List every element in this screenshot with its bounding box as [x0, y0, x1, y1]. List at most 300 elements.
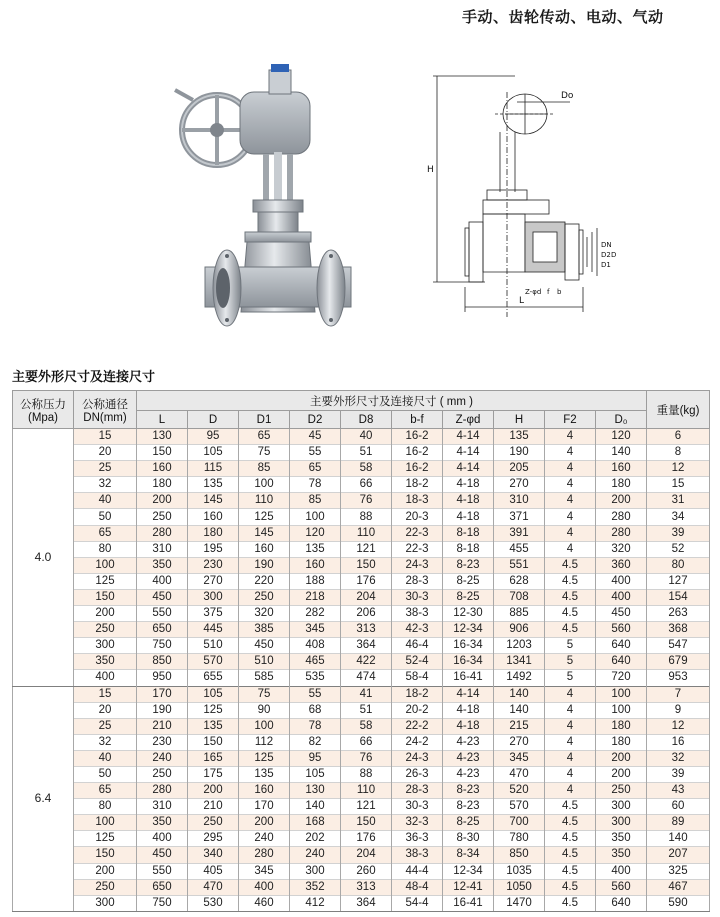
table-cell: 112 — [239, 734, 290, 750]
table-cell: 42-3 — [392, 622, 443, 638]
table-cell: 780 — [494, 831, 545, 847]
table-cell: 280 — [596, 525, 647, 541]
dn-cell: 80 — [74, 541, 137, 557]
table-cell: 570 — [494, 799, 545, 815]
table-cell: 422 — [341, 654, 392, 670]
table-cell: 8-25 — [443, 573, 494, 589]
dn-cell: 80 — [74, 799, 137, 815]
col-d: D — [188, 411, 239, 429]
table-cell: 85 — [290, 493, 341, 509]
dn-cell: 65 — [74, 783, 137, 799]
dn-cell: 125 — [74, 573, 137, 589]
table-cell: 4.5 — [545, 895, 596, 911]
table-cell: 4 — [545, 734, 596, 750]
table-cell: 885 — [494, 606, 545, 622]
table-cell: 18-3 — [392, 493, 443, 509]
table-cell: 708 — [494, 589, 545, 605]
table-cell: 110 — [341, 525, 392, 541]
table-cell: 6 — [647, 429, 710, 445]
table-cell: 54-4 — [392, 895, 443, 911]
table-cell: 127 — [647, 573, 710, 589]
table-cell: 364 — [341, 895, 392, 911]
table-cell: 218 — [290, 589, 341, 605]
table-cell: 210 — [137, 718, 188, 734]
table-cell: 450 — [596, 606, 647, 622]
table-cell: 8-18 — [443, 541, 494, 557]
table-cell: 295 — [188, 831, 239, 847]
table-row — [13, 445, 710, 461]
table-cell: 26-3 — [392, 766, 443, 782]
table-cell: 82 — [290, 734, 341, 750]
table-cell: 150 — [341, 815, 392, 831]
label-b: b — [557, 288, 562, 296]
table-row — [13, 622, 710, 638]
table-cell: 4.5 — [545, 557, 596, 573]
col-l: L — [137, 411, 188, 429]
table-cell: 38-3 — [392, 606, 443, 622]
table-cell: 310 — [137, 799, 188, 815]
table-row — [13, 686, 710, 702]
table-cell: 585 — [239, 670, 290, 686]
table-cell: 39 — [647, 766, 710, 782]
table-cell: 470 — [494, 766, 545, 782]
table-cell: 679 — [647, 654, 710, 670]
table-cell: 510 — [188, 638, 239, 654]
pressure-cell: 6.4 — [13, 686, 74, 911]
dn-cell: 150 — [74, 589, 137, 605]
table-cell: 250 — [137, 766, 188, 782]
table-cell: 120 — [596, 429, 647, 445]
header-dn: 公称通径DN(mm) — [74, 391, 137, 429]
table-cell: 55 — [290, 686, 341, 702]
table-cell: 510 — [239, 654, 290, 670]
table-cell: 140 — [596, 445, 647, 461]
table-cell: 31 — [647, 493, 710, 509]
table-cell: 4 — [545, 783, 596, 799]
table-cell: 200 — [239, 815, 290, 831]
table-cell: 115 — [188, 461, 239, 477]
table-cell: 310 — [494, 493, 545, 509]
dimension-drawing — [425, 72, 625, 327]
table-cell: 176 — [341, 831, 392, 847]
table-row — [13, 702, 710, 718]
dn-cell: 15 — [74, 429, 137, 445]
table-cell: 168 — [290, 815, 341, 831]
table-cell: 51 — [341, 445, 392, 461]
table-row — [13, 831, 710, 847]
table-cell: 850 — [137, 654, 188, 670]
table-cell: 188 — [290, 573, 341, 589]
table-cell: 160 — [239, 541, 290, 557]
table-cell: 547 — [647, 638, 710, 654]
table-cell: 100 — [239, 718, 290, 734]
table-cell: 202 — [290, 831, 341, 847]
table-cell: 205 — [494, 461, 545, 477]
dn-cell: 25 — [74, 718, 137, 734]
table-cell: 34 — [647, 509, 710, 525]
table-cell: 40 — [341, 429, 392, 445]
table-cell: 68 — [290, 702, 341, 718]
table-cell: 110 — [341, 783, 392, 799]
table-cell: 250 — [239, 589, 290, 605]
table-cell: 450 — [137, 847, 188, 863]
table-cell: 160 — [239, 783, 290, 799]
col-d1: D1 — [239, 411, 290, 429]
table-cell: 4.5 — [545, 589, 596, 605]
dn-cell: 250 — [74, 622, 137, 638]
table-cell: 4.5 — [545, 879, 596, 895]
table-cell: 45 — [290, 429, 341, 445]
table-cell: 400 — [596, 589, 647, 605]
table-cell: 36-3 — [392, 831, 443, 847]
table-cell: 400 — [137, 573, 188, 589]
label-zd: Z-φd — [525, 288, 542, 296]
table-cell: 170 — [137, 686, 188, 702]
table-cell: 4 — [545, 477, 596, 493]
table-row — [13, 541, 710, 557]
col-f2: F2 — [545, 411, 596, 429]
table-cell: 590 — [647, 895, 710, 911]
table-cell: 41 — [341, 686, 392, 702]
table-cell: 4 — [545, 493, 596, 509]
table-cell: 100 — [290, 509, 341, 525]
table-cell: 4.5 — [545, 831, 596, 847]
table-cell: 906 — [494, 622, 545, 638]
table-cell: 135 — [188, 477, 239, 493]
table-cell: 4.5 — [545, 606, 596, 622]
table-cell: 4 — [545, 461, 596, 477]
table-cell: 8-34 — [443, 847, 494, 863]
table-cell: 125 — [239, 750, 290, 766]
table-cell: 24-2 — [392, 734, 443, 750]
table-cell: 240 — [137, 750, 188, 766]
table-cell: 180 — [596, 734, 647, 750]
table-cell: 28-3 — [392, 573, 443, 589]
table-cell: 345 — [494, 750, 545, 766]
table-cell: 280 — [137, 525, 188, 541]
table-cell: 455 — [494, 541, 545, 557]
table-cell: 1035 — [494, 863, 545, 879]
table-cell: 340 — [188, 847, 239, 863]
dn-cell: 15 — [74, 686, 137, 702]
table-cell: 360 — [596, 557, 647, 573]
table-cell: 160 — [188, 509, 239, 525]
table-cell: 450 — [239, 638, 290, 654]
table-cell: 4 — [545, 541, 596, 557]
table-cell: 4-23 — [443, 766, 494, 782]
dn-cell: 400 — [74, 670, 137, 686]
table-cell: 5 — [545, 638, 596, 654]
label-d1: D1 — [601, 261, 611, 269]
table-cell: 215 — [494, 718, 545, 734]
table-cell: 4 — [545, 429, 596, 445]
col-d8: D8 — [341, 411, 392, 429]
table-cell: 400 — [596, 573, 647, 589]
table-cell: 640 — [596, 895, 647, 911]
table-cell: 4-18 — [443, 718, 494, 734]
table-cell: 4 — [545, 718, 596, 734]
table-cell: 263 — [647, 606, 710, 622]
table-cell: 1203 — [494, 638, 545, 654]
table-cell: 180 — [137, 477, 188, 493]
table-cell: 8-23 — [443, 799, 494, 815]
table-cell: 130 — [137, 429, 188, 445]
table-cell: 352 — [290, 879, 341, 895]
dn-cell: 150 — [74, 847, 137, 863]
table-cell: 953 — [647, 670, 710, 686]
table-cell: 700 — [494, 815, 545, 831]
col-h: H — [494, 411, 545, 429]
table-cell: 60 — [647, 799, 710, 815]
table-row — [13, 654, 710, 670]
table-cell: 655 — [188, 670, 239, 686]
table-cell: 4.5 — [545, 847, 596, 863]
table-cell: 8-18 — [443, 525, 494, 541]
table-row — [13, 895, 710, 911]
col-d2: D2 — [290, 411, 341, 429]
table-cell: 160 — [137, 461, 188, 477]
table-cell: 140 — [494, 702, 545, 718]
table-row — [13, 589, 710, 605]
table-cell: 38-3 — [392, 847, 443, 863]
table-cell: 570 — [188, 654, 239, 670]
table-cell: 180 — [188, 525, 239, 541]
table-cell: 750 — [137, 895, 188, 911]
table-cell: 282 — [290, 606, 341, 622]
dn-cell: 20 — [74, 702, 137, 718]
table-cell: 4 — [545, 750, 596, 766]
table-cell: 1470 — [494, 895, 545, 911]
label-l: L — [519, 296, 525, 306]
table-cell: 8 — [647, 445, 710, 461]
table-cell: 78 — [290, 718, 341, 734]
table-cell: 4-14 — [443, 445, 494, 461]
dn-cell: 100 — [74, 815, 137, 831]
table-cell: 16-2 — [392, 445, 443, 461]
dn-cell: 200 — [74, 863, 137, 879]
table-cell: 4.5 — [545, 622, 596, 638]
table-row — [13, 573, 710, 589]
table-cell: 4-18 — [443, 493, 494, 509]
table-cell: 465 — [290, 654, 341, 670]
table-cell: 160 — [596, 461, 647, 477]
table-row — [13, 429, 710, 445]
table-cell: 200 — [137, 493, 188, 509]
label-d: D — [611, 251, 617, 259]
table-cell: 4 — [545, 686, 596, 702]
table-cell: 66 — [341, 734, 392, 750]
table-cell: 78 — [290, 477, 341, 493]
table-cell: 44-4 — [392, 863, 443, 879]
table-cell: 180 — [596, 718, 647, 734]
table-cell: 450 — [137, 589, 188, 605]
table-cell: 628 — [494, 573, 545, 589]
table-cell: 4-18 — [443, 509, 494, 525]
dn-cell: 32 — [74, 477, 137, 493]
table-cell: 250 — [188, 815, 239, 831]
table-cell: 195 — [188, 541, 239, 557]
table-cell: 8-23 — [443, 557, 494, 573]
table-cell: 12-34 — [443, 863, 494, 879]
table-cell: 250 — [137, 509, 188, 525]
table-cell: 364 — [341, 638, 392, 654]
table-cell: 12-30 — [443, 606, 494, 622]
table-cell: 52-4 — [392, 654, 443, 670]
table-cell: 204 — [341, 847, 392, 863]
table-cell: 18-2 — [392, 686, 443, 702]
table-cell: 470 — [188, 879, 239, 895]
dn-cell: 50 — [74, 766, 137, 782]
table-cell: 200 — [596, 493, 647, 509]
table-cell: 12 — [647, 461, 710, 477]
table-cell: 260 — [341, 863, 392, 879]
table-cell: 32-3 — [392, 815, 443, 831]
table-cell: 350 — [137, 815, 188, 831]
page-header-title: 手动、齿轮传动、电动、气动 — [462, 8, 664, 26]
table-cell: 150 — [341, 557, 392, 573]
table-cell: 105 — [188, 686, 239, 702]
table-cell: 520 — [494, 783, 545, 799]
table-cell: 270 — [494, 734, 545, 750]
table-cell: 176 — [341, 573, 392, 589]
table-cell: 551 — [494, 557, 545, 573]
table-cell: 350 — [137, 557, 188, 573]
table-cell: 350 — [596, 847, 647, 863]
table-cell: 4-23 — [443, 750, 494, 766]
table-cell: 85 — [239, 461, 290, 477]
dn-cell: 350 — [74, 654, 137, 670]
table-cell: 850 — [494, 847, 545, 863]
table-cell: 75 — [239, 686, 290, 702]
table-cell: 320 — [239, 606, 290, 622]
table-cell: 8-25 — [443, 815, 494, 831]
table-cell: 280 — [596, 509, 647, 525]
dn-cell: 32 — [74, 734, 137, 750]
table-cell: 180 — [596, 477, 647, 493]
table-cell: 4.5 — [545, 863, 596, 879]
table-row — [13, 863, 710, 879]
table-cell: 350 — [596, 831, 647, 847]
dimension-table — [12, 390, 710, 912]
table-row — [13, 783, 710, 799]
table-row — [13, 799, 710, 815]
table-cell: 474 — [341, 670, 392, 686]
table-cell: 4-14 — [443, 461, 494, 477]
table-cell: 445 — [188, 622, 239, 638]
table-cell: 24-3 — [392, 750, 443, 766]
table-cell: 9 — [647, 702, 710, 718]
table-body — [13, 429, 710, 912]
table-cell: 4 — [545, 509, 596, 525]
table-cell: 125 — [239, 509, 290, 525]
table-row — [13, 670, 710, 686]
dn-cell: 40 — [74, 493, 137, 509]
table-cell: 313 — [341, 622, 392, 638]
table-cell: 207 — [647, 847, 710, 863]
table-cell: 535 — [290, 670, 341, 686]
table-cell: 391 — [494, 525, 545, 541]
table-cell: 5 — [545, 670, 596, 686]
table-cell: 65 — [290, 461, 341, 477]
table-cell: 4 — [545, 445, 596, 461]
table-cell: 950 — [137, 670, 188, 686]
table-cell: 51 — [341, 702, 392, 718]
table-cell: 12-41 — [443, 879, 494, 895]
table-cell: 135 — [290, 541, 341, 557]
table-cell: 300 — [596, 799, 647, 815]
table-cell: 100 — [239, 477, 290, 493]
table-cell: 560 — [596, 879, 647, 895]
table-cell: 5 — [545, 654, 596, 670]
table-cell: 190 — [137, 702, 188, 718]
table-cell: 4 — [545, 702, 596, 718]
table-cell: 76 — [341, 750, 392, 766]
table-row — [13, 879, 710, 895]
table-cell: 75 — [239, 445, 290, 461]
dn-cell: 40 — [74, 750, 137, 766]
dn-cell: 300 — [74, 638, 137, 654]
table-cell: 95 — [188, 429, 239, 445]
table-row — [13, 557, 710, 573]
table-cell: 16-41 — [443, 895, 494, 911]
table-cell: 28-3 — [392, 783, 443, 799]
table-cell: 345 — [290, 622, 341, 638]
table-cell: 16-2 — [392, 461, 443, 477]
table-cell: 230 — [137, 734, 188, 750]
table-cell: 32 — [647, 750, 710, 766]
table-cell: 270 — [494, 477, 545, 493]
table-cell: 1050 — [494, 879, 545, 895]
table-cell: 190 — [239, 557, 290, 573]
table-cell: 154 — [647, 589, 710, 605]
table-cell: 16-41 — [443, 670, 494, 686]
table-row — [13, 477, 710, 493]
table-cell: 20-3 — [392, 509, 443, 525]
table-cell: 95 — [290, 750, 341, 766]
table-cell: 140 — [290, 799, 341, 815]
table-cell: 15 — [647, 477, 710, 493]
table-row — [13, 734, 710, 750]
table-row — [13, 525, 710, 541]
table-cell: 18-2 — [392, 477, 443, 493]
table-cell: 22-2 — [392, 718, 443, 734]
table-cell: 43 — [647, 783, 710, 799]
table-cell: 650 — [137, 622, 188, 638]
table-cell: 408 — [290, 638, 341, 654]
dn-cell: 200 — [74, 606, 137, 622]
table-cell: 400 — [239, 879, 290, 895]
table-cell: 150 — [137, 445, 188, 461]
table-cell: 22-3 — [392, 541, 443, 557]
table-cell: 313 — [341, 879, 392, 895]
table-cell: 16-34 — [443, 654, 494, 670]
table-cell: 125 — [188, 702, 239, 718]
table-cell: 65 — [239, 429, 290, 445]
table-cell: 206 — [341, 606, 392, 622]
label-do: Do — [561, 91, 574, 101]
table-cell: 385 — [239, 622, 290, 638]
dn-cell: 125 — [74, 831, 137, 847]
table-cell: 204 — [341, 589, 392, 605]
table-row — [13, 750, 710, 766]
table-cell: 8-23 — [443, 783, 494, 799]
table-cell: 66 — [341, 477, 392, 493]
header-dimension-group: 主要外形尺寸及连接尺寸 ( mm ) — [137, 391, 647, 411]
table-cell: 400 — [137, 831, 188, 847]
table-cell: 240 — [239, 831, 290, 847]
dn-cell: 65 — [74, 525, 137, 541]
table-cell: 140 — [647, 831, 710, 847]
